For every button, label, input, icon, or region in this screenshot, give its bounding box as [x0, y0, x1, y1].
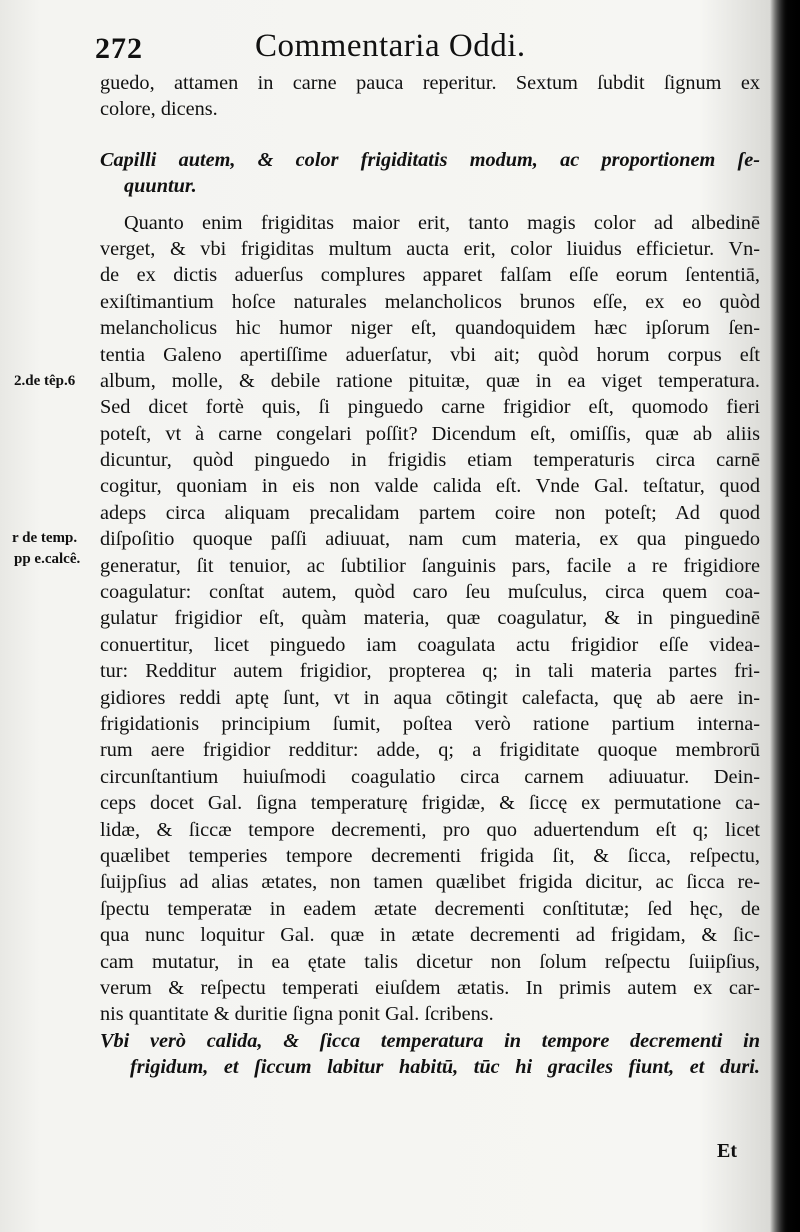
lemma-line: Vbi verò calida, & ſicca temperatura in tempore decrementi in: [100, 1029, 760, 1052]
text-line: Quanto enim frigiditas maior erit, tanto magis color ad albedinē: [124, 211, 760, 234]
lemma-line: quuntur.: [124, 175, 197, 198]
text-line: verget, & vbi frigiditas multum aucta erit, color liuidus efficietur. Vn-: [100, 237, 760, 260]
text-line: gulatur frigidior eſt, quàm materia, quæ coagulatur, & in pinguedinē: [100, 607, 760, 630]
text-line: rum aere frigidior redditur: adde, q; a frigiditate quoque membrorū: [100, 739, 760, 762]
text-line: quælibet temperies tempore decrementi frigida ſit, & ſicca, reſpectu,: [100, 844, 760, 867]
text-line: cogitur, quoniam in eis non valde calida eſt. Vnde Gal. teſtatur, quod: [100, 475, 760, 498]
text-line: tentia Galeno apertiſſime aduerſatur, vbi ait; quòd horum corpus eſt: [100, 343, 760, 366]
margin-note-de-temp: 2.de têp.6: [14, 373, 76, 389]
text-line: generatur, ſit tenuior, ac ſubtilior ſanguinis pars, facile a re frigidiore: [100, 554, 760, 577]
lemma-line: Capilli autem, & color frigiditatis modum, ac proportionem ſe-: [100, 148, 760, 171]
page-number: 272: [95, 32, 143, 65]
text-line: Sed dicet fortè quis, ſi pinguedo carne frigidior eſt, quomodo fieri: [100, 396, 760, 419]
text-line: cam mutatur, in ea ętate talis dicetur non ſolum reſpectu ſuiipſius,: [100, 950, 760, 973]
text-line: ſpectu temperatæ in eadem ætate decrementi conſtitutæ; ſed hęc, de: [100, 897, 760, 920]
text-line: qua nunc loquitur Gal. quæ in ætate decrementi ad frigidam, & ſic-: [100, 924, 760, 947]
text-line: guedo, attamen in carne pauca reperitur. Sextum ſubdit ſignum ex: [100, 72, 760, 94]
text-line: conuertitur, licet pinguedo iam coagulata actu frigidior eſſe videa-: [100, 633, 760, 656]
text-line: verum & reſpectu temperati eiuſdem ætatis. In primis autem ex car-: [100, 976, 760, 999]
text-line: album, molle, & debile ratione pituitæ, quæ in ea viget temperatura.: [100, 369, 760, 392]
catchword: Et: [717, 1140, 737, 1162]
page-gutter-shadow: [770, 0, 800, 1232]
text-line: nis quantitate & duritie ſigna ponit Gal. ſcribens.: [100, 1003, 494, 1026]
margin-note-calce: pp e.calcê.: [14, 551, 81, 567]
text-line: gidiores reddi aptę ſunt, vt in aqua cōtingit calefacta, quę ab aere in-: [100, 686, 760, 709]
text-line: adeps circa aliquam precalidam partem coire non poteſt; Ad quod: [100, 501, 760, 524]
lemma-line: frigidum, et ſiccum labitur habitū, tūc hi graciles fiunt, et duri.: [130, 1056, 760, 1079]
text-line: diſpoſitio quoque paſſi adiuuat, nam cum materia, ex qua pinguedo: [100, 528, 760, 551]
running-title: Commentaria Oddi.: [255, 28, 526, 64]
text-line: exiſtimantium hoſce naturales melancholicos brunos eſſe, ex eo quòd: [100, 290, 760, 313]
text-line: frigidationis principium ſumit, poſtea verò ratione partium interna-: [100, 712, 760, 735]
text-line: lidæ, & ſiccæ tempore decrementi, pro quo aduertendum eſt q; licet: [100, 818, 760, 841]
body-text: [100, 70, 760, 1080]
text-line: ceps docet Gal. ſigna temperaturę frigidæ, & ſiccę ex permutatione ca-: [100, 792, 760, 815]
text-line: dicuntur, quòd pinguedo in frigidis etiam temperaturis circa carnē: [100, 449, 760, 472]
text-line: melancholicus hic humor niger eſt, quandoquidem hæc ipſorum ſen-: [100, 317, 760, 340]
text-line: poteſt, vt à carne congelari poſſit? Dicendum eſt, omiſſis, quæ ab aliis: [100, 422, 760, 445]
text-line: tur: Redditur autem frigidior, propterea q; in tali materia partes fri-: [100, 660, 760, 683]
text-line: de ex dictis aduerſus complures apparet falſam eſſe eorum ſententiā,: [100, 264, 760, 287]
text-line: colore, dicens.: [100, 98, 218, 121]
text-line: circunſtantium huiuſmodi coagulatio circa carnem adiuuatur. Dein-: [100, 765, 760, 788]
text-line: coagulatur: conſtat autem, quòd caro ſeu muſculus, circa quem coa-: [100, 581, 760, 604]
page-header: [95, 24, 575, 68]
text-line: ſuijpſius ad alias ætates, non tamen quælibet frigida dicitur, ac ſicca re-: [100, 871, 760, 894]
margin-note-de-temp-2: r de temp.: [12, 530, 78, 546]
